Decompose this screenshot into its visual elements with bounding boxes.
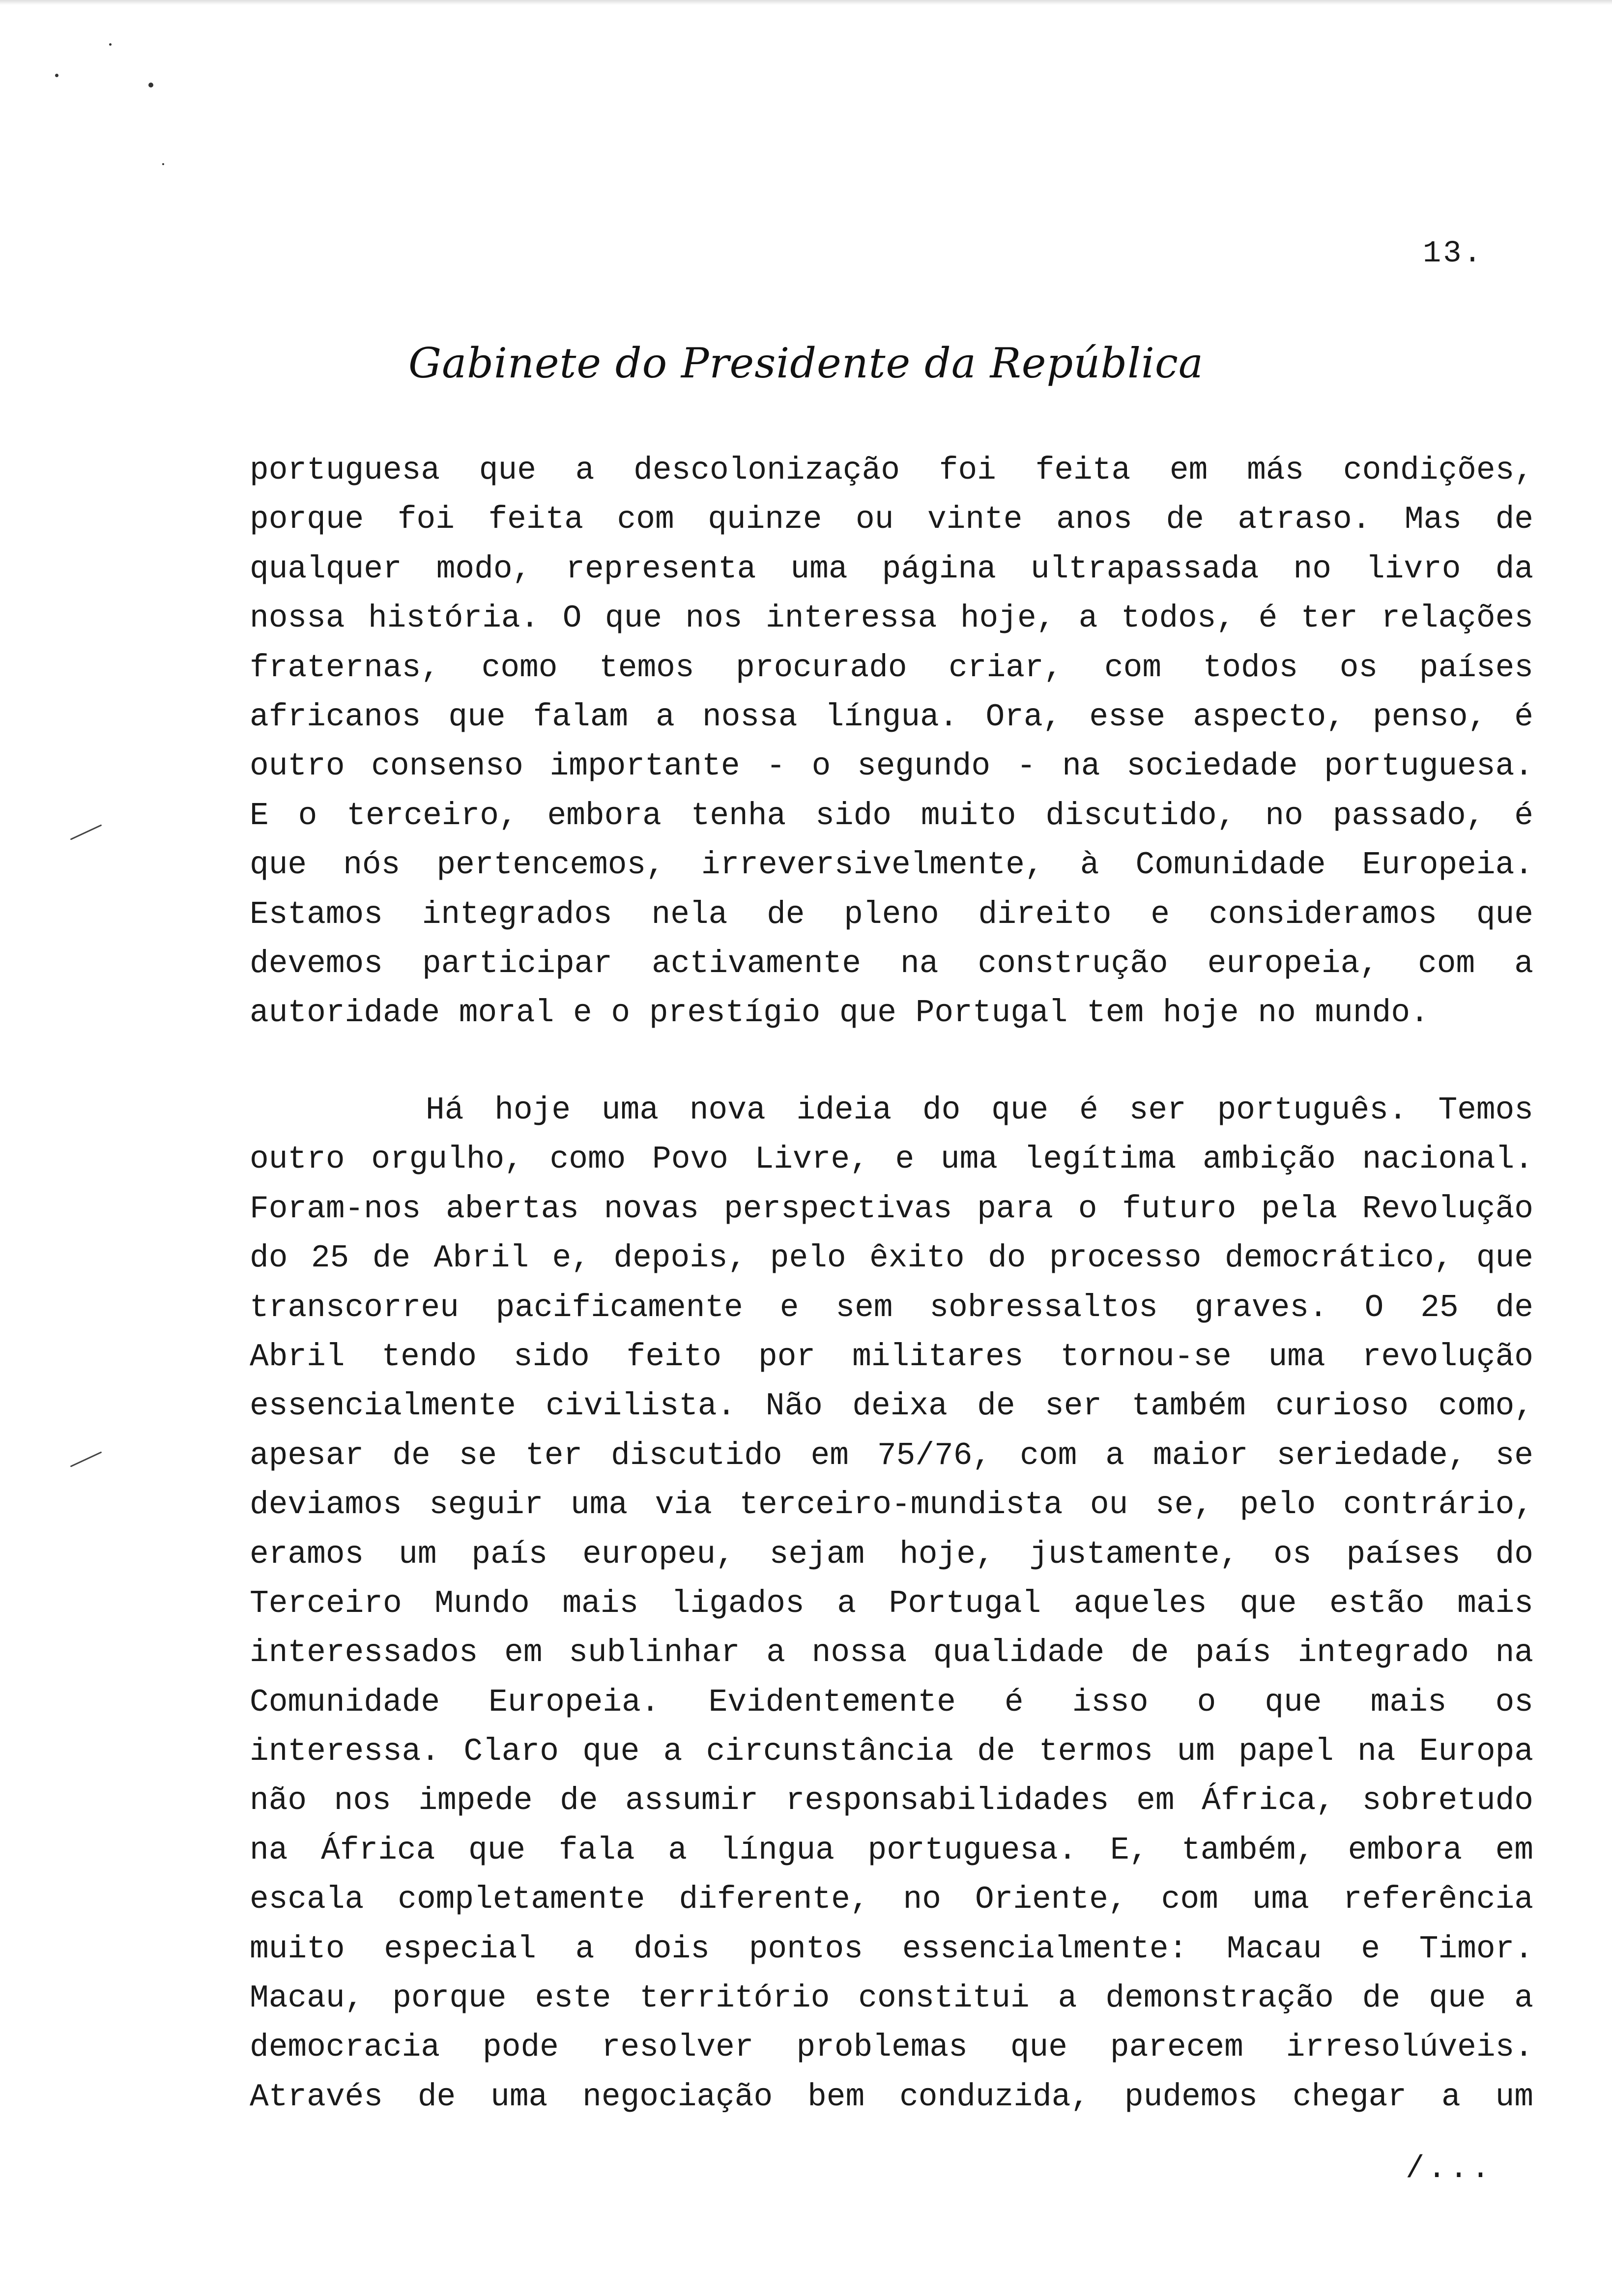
text-line: Abril tendo sido feito por militares tornou-se uma revolução xyxy=(250,1339,1533,1375)
text-line: Comunidade Europeia. Evidentemente é isso o que mais os xyxy=(250,1684,1533,1721)
text-line: interessa. Claro que a circunstância de termos um papel na Europa xyxy=(250,1734,1533,1770)
text-line: fraternas, como temos procurado criar, com todos os países xyxy=(250,650,1533,686)
text-line: Terceiro Mundo mais ligados a Portugal aqueles que estão mais xyxy=(250,1585,1533,1622)
text-line: Há hoje uma nova ideia do que é ser português. Temos xyxy=(426,1092,1533,1128)
text-line: apesar de se ter discutido em 75/76, com a maior seriedade, se xyxy=(250,1437,1533,1474)
text-line: autoridade moral e o prestígio que Portugal tem hoje no mundo. xyxy=(250,995,1429,1032)
continuation-mark: /... xyxy=(1406,2152,1493,2187)
text-line: porque foi feita com quinze ou vinte anos de atraso. Mas de xyxy=(250,502,1533,538)
text-line: Foram-nos abertas novas perspectivas para o futuro pela Revolução xyxy=(250,1191,1533,1227)
scan-speck xyxy=(109,43,112,46)
letterhead: Gabinete do Presidente da República xyxy=(408,339,1204,387)
page-number: 13. xyxy=(1423,236,1484,271)
text-line: Macau, porque este território constitui a demonstração de que a xyxy=(250,1980,1533,2017)
text-line: deviamos seguir uma via terceiro-mundista ou se, pelo contrário, xyxy=(250,1487,1533,1523)
text-line: interessados em sublinhar a nossa qualidade de país integrado na xyxy=(250,1635,1533,1671)
text-line: E o terceiro, embora tenha sido muito discutido, no passado, é xyxy=(250,798,1533,834)
text-line: outro orgulho, como Povo Livre, e uma legítima ambição nacional. xyxy=(250,1142,1533,1178)
text-line: transcorreu pacificamente e sem sobressaltos graves. O 25 de xyxy=(250,1290,1533,1326)
scan-speck xyxy=(162,163,164,165)
text-line: portuguesa que a descolonização foi feita em más condições, xyxy=(250,453,1533,488)
text-line: qualquer modo, representa uma página ultrapassada no livro da xyxy=(250,551,1533,587)
margin-mark xyxy=(70,824,102,840)
text-line: devemos participar activamente na construção europeia, com a xyxy=(250,946,1533,982)
paragraph-1 xyxy=(250,446,1533,1038)
text-line: outro consenso importante - o segundo - na sociedade portuguesa. xyxy=(250,748,1533,785)
scan-speck xyxy=(148,83,153,87)
scan-top-edge xyxy=(0,0,1612,5)
text-line: escala completamente diferente, no Oriente, com uma referência xyxy=(250,1882,1533,1918)
text-line: do 25 de Abril e, depois, pelo êxito do processo democrático, que xyxy=(250,1240,1533,1277)
text-line: muito especial a dois pontos essencialmente: Macau e Timor. xyxy=(250,1931,1533,1967)
text-line: nossa história. O que nos interessa hoje, a todos, é ter relações xyxy=(250,601,1533,637)
text-line: na África que fala a língua portuguesa. E, também, embora em xyxy=(250,1832,1533,1868)
paragraph-2 xyxy=(250,1086,1533,2122)
text-line: Através de uma negociação bem conduzida, pudemos chegar a um xyxy=(250,2079,1533,2115)
text-line: democracia pode resolver problemas que parecem irresolúveis. xyxy=(250,2030,1533,2066)
text-line: que nós pertencemos, irreversivelmente, à Comunidade Europeia. xyxy=(250,847,1533,884)
text-line: africanos que falam a nossa língua. Ora, esse aspecto, penso, é xyxy=(250,699,1533,735)
margin-mark xyxy=(70,1451,102,1467)
text-line: Estamos integrados nela de pleno direito e consideramos que xyxy=(250,896,1533,933)
text-line: essencialmente civilista. Não deixa de ser também curioso como, xyxy=(250,1388,1533,1425)
text-line: não nos impede de assumir responsabilidades em África, sobretudo xyxy=(250,1783,1533,1819)
scan-speck xyxy=(55,74,58,77)
text-line: eramos um país europeu, sejam hoje, justamente, os países do xyxy=(250,1536,1533,1573)
